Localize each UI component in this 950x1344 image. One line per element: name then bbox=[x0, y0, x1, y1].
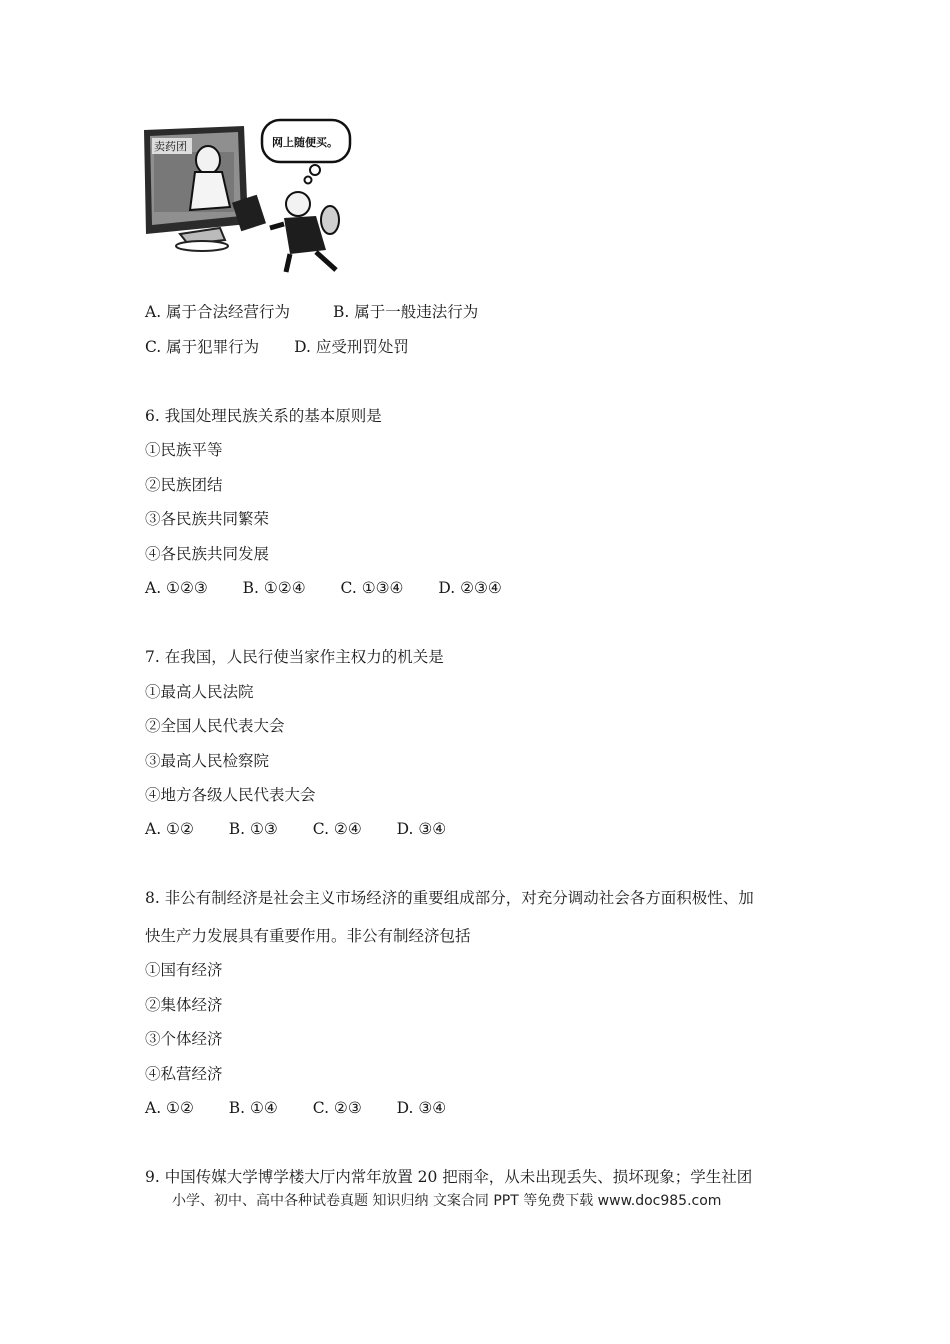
q5-option-c[interactable]: C. 属于犯罪行为 bbox=[145, 338, 260, 356]
q9-stem-line1: 9. 中国传媒大学博学楼大厅内常年放置 20 把雨伞，从未出现丢失、损坏现象；学生社团 bbox=[145, 1168, 753, 1186]
screen-sign: 卖药团 bbox=[154, 140, 187, 153]
q8-option-b[interactable]: B. ①④ bbox=[228, 1099, 278, 1117]
q6-item-4: ④各民族共同发展 bbox=[145, 545, 270, 563]
q7-options bbox=[145, 819, 446, 839]
q5-option-d[interactable]: D. 应受刑罚处罚 bbox=[294, 338, 409, 356]
q6-option-c[interactable]: C. ①③④ bbox=[340, 579, 404, 597]
q8-item-1: ①国有经济 bbox=[145, 961, 223, 979]
speech-bubble-text: 网上随便买。 bbox=[272, 136, 338, 149]
q6-option-d[interactable]: D. ②③④ bbox=[438, 579, 502, 597]
q7-item-1: ①最高人民法院 bbox=[145, 683, 254, 701]
q8-item-2: ②集体经济 bbox=[145, 996, 223, 1014]
q7-option-c[interactable]: C. ②④ bbox=[312, 820, 362, 838]
page-footer[interactable]: 小学、初中、高中各种试卷真题 知识归纳 文案合同 PPT 等免费下载 www.doc985.com bbox=[172, 1193, 722, 1209]
q6-item-1: ①民族平等 bbox=[145, 441, 223, 459]
q5-option-b[interactable]: B. 属于一般违法行为 bbox=[333, 303, 479, 321]
q8-option-c[interactable]: C. ②③ bbox=[312, 1099, 362, 1117]
q7-option-a[interactable]: A. ①② bbox=[145, 820, 194, 838]
q7-option-b[interactable]: B. ①③ bbox=[228, 820, 278, 838]
q6-options bbox=[145, 578, 502, 598]
q6-option-b[interactable]: B. ①②④ bbox=[242, 579, 306, 597]
q6-item-2: ②民族团结 bbox=[145, 476, 223, 494]
q8-stem-line2: 快生产力发展具有重要作用。非公有制经济包括 bbox=[145, 927, 471, 945]
q8-option-d[interactable]: D. ③④ bbox=[396, 1099, 447, 1117]
q8-option-a[interactable]: A. ①② bbox=[145, 1099, 194, 1117]
q6-option-a[interactable]: A. ①②③ bbox=[145, 579, 208, 597]
q7-stem: 7. 在我国，人民行使当家作主权力的机关是 bbox=[145, 648, 444, 666]
q7-item-2: ②全国人民代表大会 bbox=[145, 717, 285, 735]
q8-options bbox=[145, 1098, 446, 1118]
q7-option-d[interactable]: D. ③④ bbox=[396, 820, 447, 838]
q6-stem: 6. 我国处理民族关系的基本原则是 bbox=[145, 407, 382, 425]
q5-option-a[interactable]: A. 属于合法经营行为 bbox=[145, 303, 291, 321]
q5-options-row1 bbox=[145, 302, 478, 322]
q6-item-3: ③各民族共同繁荣 bbox=[145, 510, 270, 528]
q5-options-row2 bbox=[145, 337, 409, 357]
q7-item-3: ③最高人民检察院 bbox=[145, 752, 270, 770]
q7-item-4: ④地方各级人民代表大会 bbox=[145, 786, 316, 804]
q8-stem-line1: 8. 非公有制经济是社会主义市场经济的重要组成部分，对充分调动社会各方面积极性、加 bbox=[145, 889, 754, 907]
q8-item-3: ③个体经济 bbox=[145, 1030, 223, 1048]
q8-item-4: ④私营经济 bbox=[145, 1065, 223, 1083]
cartoon-illustration bbox=[140, 112, 355, 277]
